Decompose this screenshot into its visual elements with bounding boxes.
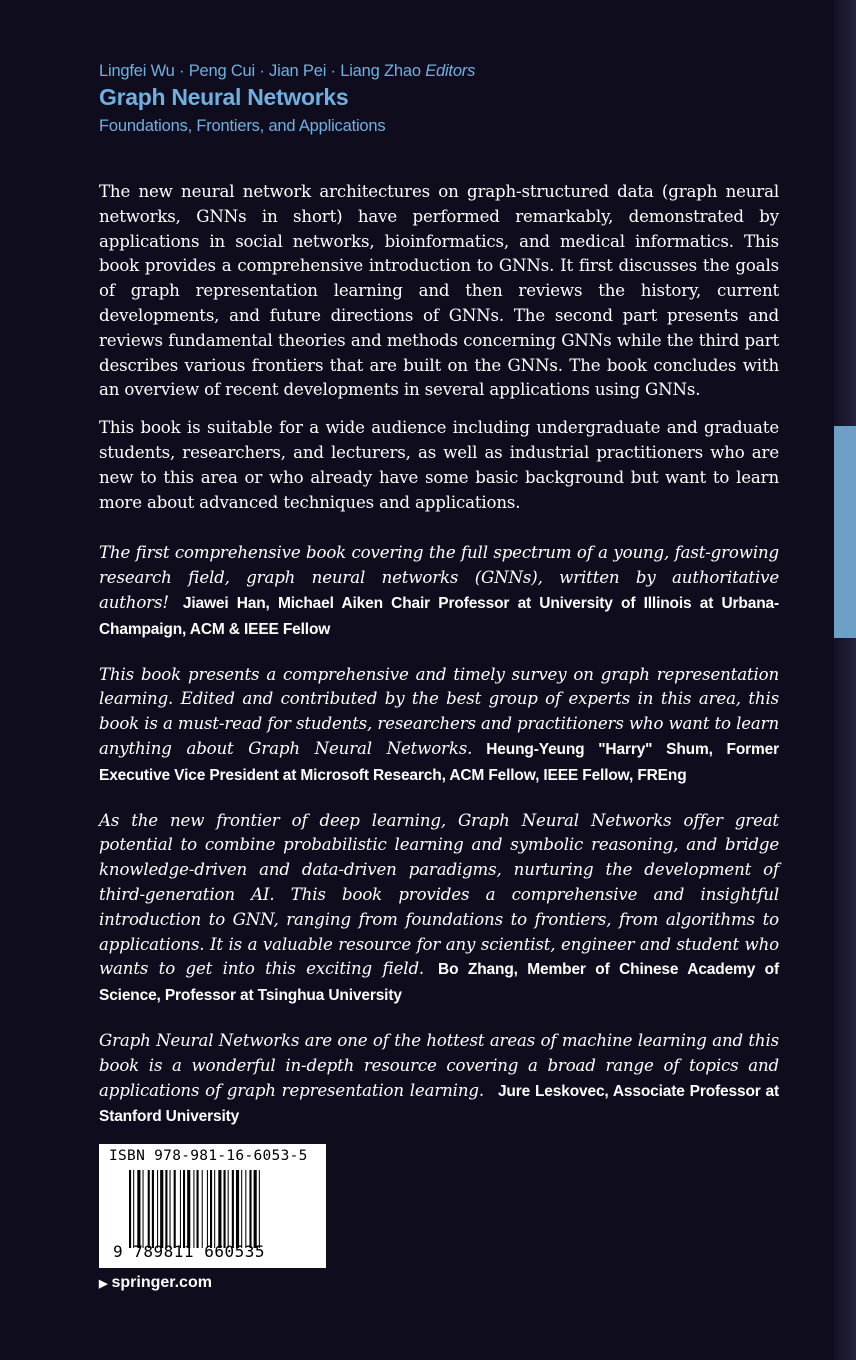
book-description — [99, 180, 779, 515]
endorsement-quote — [99, 663, 779, 789]
editors-role: Editors — [425, 62, 476, 80]
cover-header — [99, 62, 799, 136]
quote-author: Jure Leskovec, Associate Professor at Stanford University — [99, 1082, 779, 1126]
description-paragraph: This book is suitable for a wide audience including undergraduate and graduate students, researchers, and lecturers, as well as industrial practitioners who are new to this area or who already have some basic background but want to learn more about advanced techniques and applications. — [99, 418, 779, 512]
book-title: Graph Neural Networks — [99, 84, 349, 110]
spine-color-band — [834, 426, 856, 638]
quote-text: This book presents a comprehensive and timely survey on graph representation learning. Edited and contributed by the best group of experts in this area, this book is a must-read for students, researchers and practitioners who want to learn anything about Graph Neural Networks. — [99, 664, 779, 758]
isbn-barcode — [99, 1144, 326, 1268]
publisher-link[interactable] — [99, 1274, 212, 1292]
endorsements — [99, 541, 779, 1130]
quote-author: Bo Zhang, Member of Chinese Academy of Science, Professor at Tsinghua University — [99, 961, 779, 1005]
quote-text: As the new frontier of deep learning, Graph Neural Networks offer great potential to combine probabilistic learning and symbolic reasoning, and bridge knowledge-driven and data-driven paradigms, nurturing the development of third-generation AI. This book provides a comprehensive and insightful introduction to GNN, ranging from foundations to frontiers, from algorithms to applications. It is a valuable resource for any scientist, engineer and student who wants to get into this exciting field. — [99, 810, 779, 979]
editors-line — [99, 62, 799, 81]
barcode-bars — [129, 1170, 319, 1248]
publisher-url: springer.com — [111, 1274, 212, 1291]
spine-edge — [834, 0, 856, 1360]
editors-names: Lingfei Wu · Peng Cui · Jian Pei · Liang Zhao — [99, 62, 421, 80]
description-paragraph: The new neural network architectures on graph-structured data (graph neural networks, GNNs in short) have performed remarkably, demonstrated by applications in social networks, bioinformatics, and medical informatics. This book provides a comprehensive introduction to GNNs. It first discusses the goals of graph representation learning and then reviews the history, current developments, and future directions of GNNs. The second part presents and reviews fundamental theories and methods concerning GNNs while the third part describes various frontiers that are built on the GNNs. The book concludes with an overview of recent developments in several applications using GNNs. — [99, 182, 779, 400]
quote-author: Heung-Yeung "Harry" Shum, Former Executive Vice President at Microsoft Research, ACM Fellow, IEEE Fellow, FREng — [99, 740, 779, 784]
endorsement-quote — [99, 541, 779, 642]
quote-text: The first comprehensive book covering the full spectrum of a young, fast-growing research field, graph neural networks (GNNs), written by authoritative authors! — [99, 543, 779, 612]
endorsement-quote — [99, 1029, 779, 1130]
endorsement-quote — [99, 809, 779, 1009]
quote-author: Jiawei Han, Michael Aiken Chair Professor at University of Illinois at Urbana-Champaign, ACM & IEEE Fellow — [99, 594, 779, 638]
isbn-number: ISBN 978-981-16-6053-5 — [109, 1148, 308, 1164]
quote-text: Graph Neural Networks are one of the hottest areas of machine learning and this book is a wonderful in-depth resource covering a broad range of topics and applications of graph representation learning. — [99, 1030, 779, 1100]
arrow-right-icon: ▶ — [99, 1278, 108, 1290]
barcode-digits: 9 789811 660535 — [113, 1242, 265, 1261]
book-subtitle: Foundations, Frontiers, and Applications — [99, 117, 386, 135]
back-cover-content — [99, 180, 779, 1150]
